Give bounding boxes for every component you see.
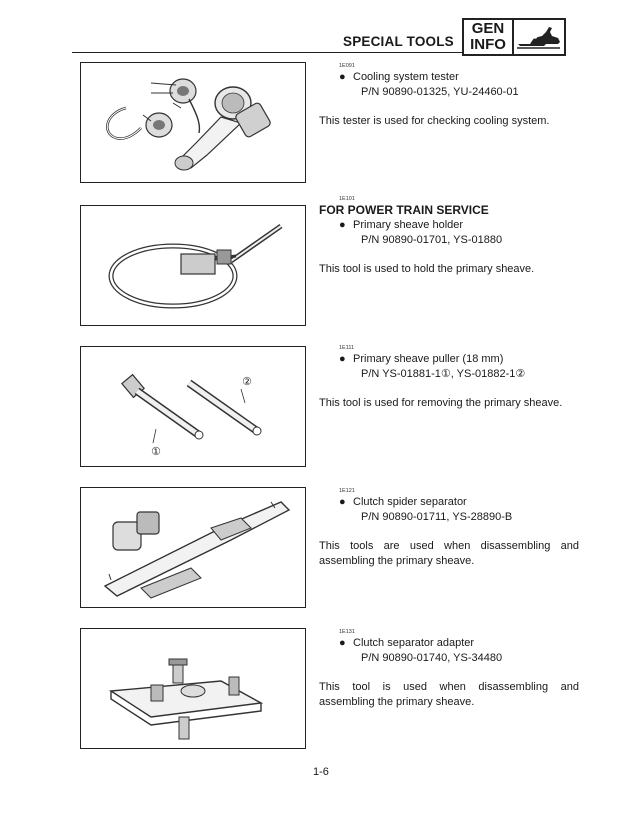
tool-name — [339, 218, 579, 233]
tool-name-text: Primary sheave puller (18 mm) — [353, 353, 504, 365]
tool-description: This tester is used for checking cooling system. — [319, 115, 550, 127]
bullet-icon: ● — [339, 353, 346, 365]
part-number: P/N 90890-01325, YU-24460-01 — [361, 86, 519, 98]
bullet-icon: ● — [339, 496, 346, 508]
section-code: 1E101 — [339, 196, 355, 202]
section-cooling-system-tester — [319, 62, 579, 129]
part-number: P/N 90890-01711, YS-28890-B — [361, 511, 513, 523]
figure-primary-sheave-holder — [80, 205, 306, 326]
section-clutch-spider-separator — [319, 487, 579, 569]
figure-clutch-separator-adapter — [80, 628, 306, 749]
section-primary-sheave-holder — [319, 195, 579, 277]
bullet-icon: ● — [339, 637, 346, 649]
section-code: 1E131 — [339, 629, 355, 635]
badge-line-1: GEN — [471, 20, 505, 37]
badge-line-2: INFO — [470, 36, 506, 53]
puller-part-1-label: ① — [151, 445, 161, 458]
tool-description: This tool is used for removing the primary sheave. — [319, 397, 563, 409]
figure-primary-sheave-puller — [80, 346, 306, 467]
tool-name — [339, 636, 579, 651]
figure-clutch-spider-separator — [80, 487, 306, 608]
bullet-icon: ● — [339, 71, 346, 83]
tool-description: This tool is used to hold the primary sheave. — [319, 263, 535, 275]
part-number: P/N 90890-01701, YS-01880 — [361, 234, 503, 246]
header-rule — [72, 52, 462, 53]
part-number: P/N 90890-01740, YS-34480 — [361, 652, 503, 664]
tool-name-text: Clutch separator adapter — [353, 637, 475, 649]
puller-part-2-label: ② — [242, 375, 252, 388]
snowmobile-icon — [516, 24, 562, 50]
section-code: 1E121 — [339, 488, 355, 494]
tool-name-text: Cooling system tester — [353, 71, 459, 83]
page-title: SPECIAL TOOLS — [343, 34, 454, 49]
part-number: P/N YS-01881-1①, YS-01882-1② — [361, 368, 526, 380]
section-badge — [462, 18, 566, 56]
badge-text — [464, 20, 514, 54]
figure-cooling-system-tester — [80, 62, 306, 183]
tool-description: This tool is used when disassembling and assembling the primary sheave. — [319, 681, 579, 708]
section-code: 1E091 — [339, 63, 355, 69]
section-clutch-separator-adapter — [319, 628, 579, 710]
section-primary-sheave-puller — [319, 344, 579, 411]
tool-description: This tools are used when disassembling and assembling the primary sheave. — [319, 540, 579, 567]
bullet-icon: ● — [339, 219, 346, 231]
section-code: 1E111 — [339, 345, 355, 351]
section-heading: FOR POWER TRAIN SERVICE — [319, 203, 489, 217]
tool-name-text: Clutch spider separator — [353, 496, 467, 508]
tool-name — [339, 495, 579, 510]
tool-name-text: Primary sheave holder — [353, 219, 464, 231]
page-number: 1-6 — [313, 766, 329, 778]
tool-name — [339, 70, 579, 85]
tool-name — [339, 352, 579, 367]
